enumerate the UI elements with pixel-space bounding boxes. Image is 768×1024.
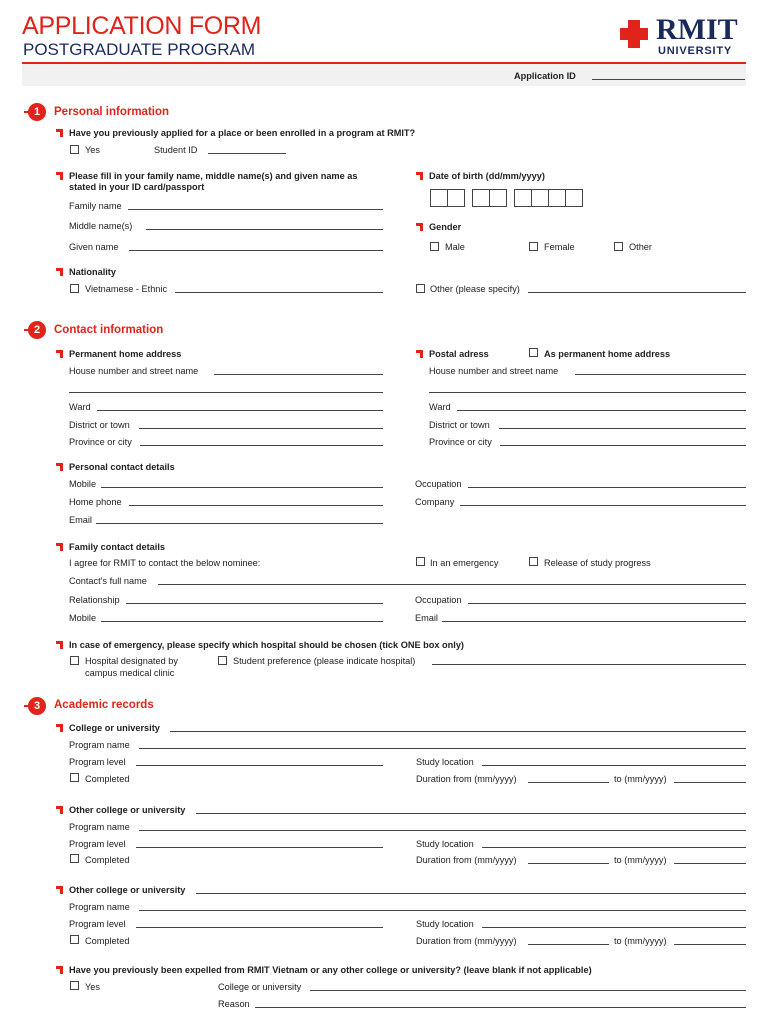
logo-wordmark: RMIT xyxy=(656,13,738,46)
perm-ward-field[interactable] xyxy=(97,410,383,411)
section-2-title: Contact information xyxy=(54,324,164,336)
q-name-2: stated in your ID card/passport xyxy=(69,182,205,192)
section-3-badge: 3 xyxy=(26,697,46,717)
perm-province-field[interactable] xyxy=(140,445,383,446)
perm-house-field[interactable] xyxy=(214,374,383,375)
expelled-reason-field[interactable] xyxy=(255,1007,746,1008)
flag-icon xyxy=(56,268,64,276)
home-phone-label: Home phone xyxy=(69,497,122,507)
contact-name-label: Contact's full name xyxy=(69,576,147,586)
student-id-field[interactable] xyxy=(208,153,286,154)
completed-label: Completed xyxy=(85,855,130,865)
form-title: APPLICATION FORM xyxy=(22,12,262,40)
gender-female-checkbox[interactable] xyxy=(529,242,538,251)
perm-house-field-2[interactable] xyxy=(69,392,383,393)
hospital-question: In case of emergency, please specify which hospital should be chosen (tick ONE box only) xyxy=(69,640,464,650)
program-name-label: Program name xyxy=(69,740,130,750)
duration-to-field[interactable] xyxy=(674,863,746,864)
given-name-label: Given name xyxy=(69,242,119,252)
personal-contact-label: Personal contact details xyxy=(69,462,175,472)
dob-m2[interactable] xyxy=(489,189,507,207)
dob-y3[interactable] xyxy=(548,189,566,207)
perm-addr-label: Permanent home address xyxy=(69,349,182,359)
program-name-field[interactable] xyxy=(139,748,746,749)
postal-province-field[interactable] xyxy=(500,445,746,446)
perm-province-label: Province or city xyxy=(69,437,132,447)
postal-house-field[interactable] xyxy=(575,374,746,375)
dob-y4[interactable] xyxy=(565,189,583,207)
occupation-field[interactable] xyxy=(468,487,746,488)
postal-district-field[interactable] xyxy=(499,428,746,429)
duration-from-label: Duration from (mm/yyyy) xyxy=(416,855,517,865)
completed-checkbox[interactable] xyxy=(70,854,79,863)
postal-addr-label: Postal adress xyxy=(429,349,489,359)
gender-other-label: Other xyxy=(629,242,652,252)
flag-icon xyxy=(416,350,424,358)
relationship-label: Relationship xyxy=(69,595,120,605)
flag-icon xyxy=(56,724,64,732)
given-name-field[interactable] xyxy=(129,250,383,251)
other-nationality-checkbox[interactable] xyxy=(416,284,425,293)
occupation-label: Occupation xyxy=(415,479,462,489)
q-name-1: Please fill in your family name, middle name(s) and given name as xyxy=(69,171,358,181)
gender-male-label: Male xyxy=(445,242,465,252)
hospital-designated-label-1: Hospital designated by xyxy=(85,656,178,666)
dob-y2[interactable] xyxy=(531,189,549,207)
app-id-band xyxy=(22,64,746,86)
app-id-label: Application ID xyxy=(514,71,576,81)
hospital-preference-field[interactable] xyxy=(432,664,746,665)
college-label: College or university xyxy=(69,723,160,733)
section-1-badge: 1 xyxy=(26,103,46,123)
flag-icon xyxy=(56,543,64,551)
program-level-label: Program level xyxy=(69,839,126,849)
postal-province-label: Province or city xyxy=(429,437,492,447)
dob-y1[interactable] xyxy=(514,189,532,207)
other-nationality-label: Other (please specify) xyxy=(430,284,520,294)
expelled-yes-label: Yes xyxy=(85,982,100,992)
contact-name-field[interactable] xyxy=(158,584,746,585)
expelled-college-label: College or university xyxy=(218,982,302,992)
vietnamese-checkbox[interactable] xyxy=(70,284,79,293)
emergency-label: In an emergency xyxy=(430,558,499,568)
section-3-title: Academic records xyxy=(54,699,154,711)
duration-from-field[interactable] xyxy=(528,782,609,783)
gender-female-label: Female xyxy=(544,242,575,252)
nationality-label: Nationality xyxy=(69,267,116,277)
flag-icon xyxy=(416,172,424,180)
perm-district-field[interactable] xyxy=(139,428,383,429)
prev-yes-checkbox[interactable] xyxy=(70,145,79,154)
nominee-occupation-label: Occupation xyxy=(415,595,462,605)
completed-checkbox[interactable] xyxy=(70,773,79,782)
vietnamese-label: Vietnamese - Ethnic xyxy=(85,284,168,294)
as-perm-checkbox[interactable] xyxy=(529,348,538,357)
postal-house-field-2[interactable] xyxy=(429,392,746,393)
study-location-label: Study location xyxy=(416,839,474,849)
other-nationality-field[interactable] xyxy=(528,292,746,293)
flag-icon xyxy=(56,966,64,974)
completed-label: Completed xyxy=(85,936,130,946)
flag-icon xyxy=(56,641,64,649)
q-previous-applied: Have you previously applied for a place or been enrolled in a program at RMIT? xyxy=(69,128,416,138)
duration-from-label: Duration from (mm/yyyy) xyxy=(416,936,517,946)
rmit-pixel-icon xyxy=(620,20,648,48)
study-location-field[interactable] xyxy=(482,847,746,848)
gender-other-checkbox[interactable] xyxy=(614,242,623,251)
study-location-field[interactable] xyxy=(482,927,746,928)
section-2-badge: 2 xyxy=(26,321,46,341)
release-label: Release of study progress xyxy=(544,558,651,568)
nominee-occupation-field[interactable] xyxy=(468,603,746,604)
other-college-label: Other college or university xyxy=(69,805,186,815)
duration-to-label: to (mm/yyyy) xyxy=(614,774,667,784)
family-name-label: Family name xyxy=(69,201,122,211)
perm-district-label: District or town xyxy=(69,420,130,430)
postal-ward-label: Ward xyxy=(429,402,451,412)
as-perm-label: As permanent home address xyxy=(544,349,671,359)
flag-icon xyxy=(56,129,64,137)
mobile-field[interactable] xyxy=(101,487,383,488)
study-location-label: Study location xyxy=(416,919,474,929)
program-name-label: Program name xyxy=(69,822,130,832)
study-location-label: Study location xyxy=(416,757,474,767)
nominee-mobile-label: Mobile xyxy=(69,613,97,623)
flag-icon xyxy=(56,886,64,894)
program-level-field[interactable] xyxy=(136,765,383,766)
home-phone-field[interactable] xyxy=(129,505,383,506)
section-1-title: Personal information xyxy=(54,106,170,118)
family-contact-label: Family contact details xyxy=(69,542,165,552)
postal-district-label: District or town xyxy=(429,420,490,430)
logo-sub: UNIVERSITY xyxy=(658,45,733,57)
postal-house-label: House number and street name xyxy=(429,366,559,376)
flag-icon xyxy=(416,223,424,231)
gender-male-checkbox[interactable] xyxy=(430,242,439,251)
expelled-question: Have you previously been expelled from RMIT Vietnam or any other college or university? (leave blank if not applicable) xyxy=(69,965,592,975)
company-field[interactable] xyxy=(460,505,746,506)
company-label: Company xyxy=(415,497,455,507)
college-field[interactable] xyxy=(170,731,746,732)
family-name-field[interactable] xyxy=(128,209,383,210)
completed-checkbox[interactable] xyxy=(70,935,79,944)
other-college-label: Other college or university xyxy=(69,885,186,895)
dob-d2[interactable] xyxy=(447,189,465,207)
nominee-email-field[interactable] xyxy=(442,621,746,622)
program-name-field[interactable] xyxy=(139,910,746,911)
hospital-preference-label: Student preference (please indicate hospital) xyxy=(233,656,416,666)
program-level-field[interactable] xyxy=(136,847,383,848)
expelled-yes-checkbox[interactable] xyxy=(70,981,79,990)
other-college-field[interactable] xyxy=(196,813,746,814)
perm-ward-label: Ward xyxy=(69,402,91,412)
flag-icon xyxy=(56,463,64,471)
hospital-preference-checkbox[interactable] xyxy=(218,656,227,665)
form-subtitle: POSTGRADUATE PROGRAM xyxy=(23,40,256,59)
duration-from-field[interactable] xyxy=(528,944,609,945)
program-name-field[interactable] xyxy=(139,830,746,831)
mobile-label: Mobile xyxy=(69,479,97,489)
app-id-field[interactable] xyxy=(592,79,745,80)
middle-name-label: Middle name(s) xyxy=(69,221,133,231)
perm-house-label: House number and street name xyxy=(69,366,199,376)
rmit-logo xyxy=(620,14,750,60)
other-college-field[interactable] xyxy=(196,893,746,894)
study-location-field[interactable] xyxy=(482,765,746,766)
duration-from-field[interactable] xyxy=(528,863,609,864)
duration-to-field[interactable] xyxy=(674,782,746,783)
hospital-designated-checkbox[interactable] xyxy=(70,656,79,665)
postal-ward-field[interactable] xyxy=(457,410,746,411)
expelled-college-field[interactable] xyxy=(310,990,746,991)
hospital-designated-label-2: campus medical clinic xyxy=(85,668,175,678)
dob-m1[interactable] xyxy=(472,189,490,207)
duration-to-label: to (mm/yyyy) xyxy=(614,855,667,865)
duration-to-field[interactable] xyxy=(674,944,746,945)
email-label: Email xyxy=(69,515,92,525)
middle-name-field[interactable] xyxy=(146,229,383,230)
relationship-field[interactable] xyxy=(126,603,383,604)
dob-d1[interactable] xyxy=(430,189,448,207)
gender-label: Gender xyxy=(429,222,462,232)
prev-yes-label: Yes xyxy=(85,145,100,155)
duration-from-label: Duration from (mm/yyyy) xyxy=(416,774,517,784)
vietnamese-field[interactable] xyxy=(175,292,383,293)
agree-label: I agree for RMIT to contact the below nominee: xyxy=(69,558,261,568)
expelled-reason-label: Reason xyxy=(218,999,250,1009)
completed-label: Completed xyxy=(85,774,130,784)
program-name-label: Program name xyxy=(69,902,130,912)
flag-icon xyxy=(56,350,64,358)
duration-to-label: to (mm/yyyy) xyxy=(614,936,667,946)
email-field[interactable] xyxy=(96,523,383,524)
emergency-checkbox[interactable] xyxy=(416,557,425,566)
nominee-mobile-field[interactable] xyxy=(101,621,383,622)
program-level-label: Program level xyxy=(69,919,126,929)
program-level-label: Program level xyxy=(69,757,126,767)
flag-icon xyxy=(56,172,64,180)
dob-label: Date of birth (dd/mm/yyyy) xyxy=(429,171,545,181)
flag-icon xyxy=(56,806,64,814)
student-id-label: Student ID xyxy=(154,145,198,155)
program-level-field[interactable] xyxy=(136,927,383,928)
release-checkbox[interactable] xyxy=(529,557,538,566)
nominee-email-label: Email xyxy=(415,613,438,623)
